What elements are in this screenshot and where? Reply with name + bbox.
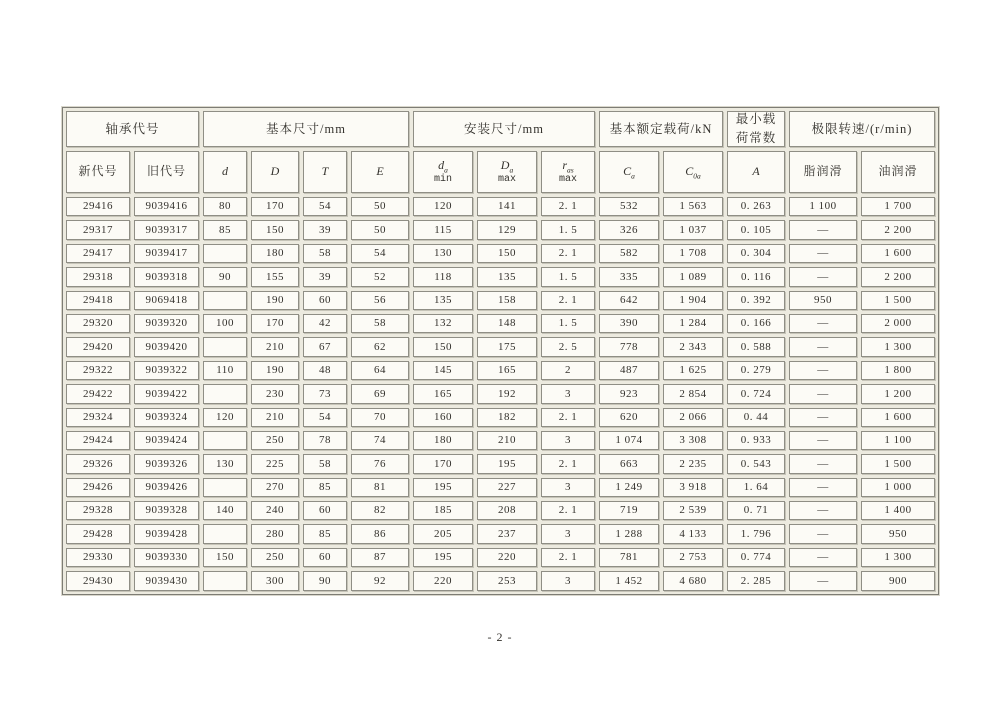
T-symbol: T [321, 164, 329, 179]
cell-new-code: 29324 [66, 408, 130, 427]
cell-E: 74 [351, 431, 409, 450]
cell-D: 210 [251, 337, 299, 356]
cell-T: 54 [303, 197, 347, 216]
cell-Da-max: 158 [477, 291, 537, 310]
cell-new-code: 29330 [66, 548, 130, 567]
cell-da-min: 165 [413, 384, 473, 403]
cell-D: 225 [251, 454, 299, 473]
cell-A: 0. 588 [727, 337, 785, 356]
cell-Ca: 487 [599, 361, 659, 380]
col-header-E [351, 151, 409, 193]
col-header-old-code: 旧代号 [134, 151, 199, 193]
cell-C0a: 2 854 [663, 384, 723, 403]
cell-D: 250 [251, 548, 299, 567]
cell-D: 150 [251, 220, 299, 239]
cell-d: 110 [203, 361, 247, 380]
cell-old-code: 9039416 [134, 197, 199, 216]
cell-C0a: 2 235 [663, 454, 723, 473]
cell-d [203, 478, 247, 497]
cell-ras-max: 3 [541, 524, 595, 543]
cell-C0a: 2 066 [663, 408, 723, 427]
cell-new-code: 29417 [66, 244, 130, 263]
cell-C0a: 2 753 [663, 548, 723, 567]
D-symbol: D [270, 164, 280, 179]
cell-new-code: 29322 [66, 361, 130, 380]
cell-oil-speed: 2 200 [861, 267, 935, 286]
col-header-ras-max [541, 151, 595, 193]
cell-new-code: 29424 [66, 431, 130, 450]
cell-D: 155 [251, 267, 299, 286]
cell-d: 90 [203, 267, 247, 286]
col-header-D [251, 151, 299, 193]
cell-C0a: 3 308 [663, 431, 723, 450]
spec-table [62, 107, 939, 595]
cell-old-code: 9039417 [134, 244, 199, 263]
cell-Ca: 326 [599, 220, 659, 239]
cell-grease-speed: — [789, 408, 857, 427]
Da-bound: max [497, 173, 516, 185]
cell-new-code: 29430 [66, 571, 130, 590]
cell-ras-max: 2. 1 [541, 408, 595, 427]
cell-D: 190 [251, 291, 299, 310]
group-header-rated-load: 基本额定载荷/kN [599, 111, 723, 147]
page-number: - 2 - [487, 630, 513, 644]
cell-C0a: 1 563 [663, 197, 723, 216]
A-symbol: A [752, 164, 760, 179]
cell-da-min: 195 [413, 548, 473, 567]
col-header-new-code: 新代号 [66, 151, 130, 193]
cell-D: 230 [251, 384, 299, 403]
cell-ras-max: 2. 5 [541, 337, 595, 356]
cell-E: 69 [351, 384, 409, 403]
cell-oil-speed: 1 300 [861, 548, 935, 567]
cell-Ca: 390 [599, 314, 659, 333]
cell-C0a: 2 343 [663, 337, 723, 356]
cell-grease-speed: — [789, 244, 857, 263]
cell-E: 50 [351, 197, 409, 216]
cell-grease-speed: — [789, 548, 857, 567]
cell-D: 240 [251, 501, 299, 520]
cell-Da-max: 150 [477, 244, 537, 263]
cell-A: 0. 304 [727, 244, 785, 263]
cell-old-code: 9039320 [134, 314, 199, 333]
cell-D: 280 [251, 524, 299, 543]
cell-Da-max: 148 [477, 314, 537, 333]
cell-old-code: 9039324 [134, 408, 199, 427]
col-header-C0a [663, 151, 723, 193]
cell-C0a: 1 625 [663, 361, 723, 380]
cell-A: 0. 724 [727, 384, 785, 403]
cell-A: 1. 64 [727, 478, 785, 497]
cell-E: 52 [351, 267, 409, 286]
col-header-da-min [413, 151, 473, 193]
cell-T: 90 [303, 571, 347, 590]
cell-A: 0. 933 [727, 431, 785, 450]
cell-old-code: 9069418 [134, 291, 199, 310]
cell-oil-speed: 1 800 [861, 361, 935, 380]
col-header-Ca [599, 151, 659, 193]
cell-ras-max: 2. 1 [541, 548, 595, 567]
cell-new-code: 29422 [66, 384, 130, 403]
cell-new-code: 29317 [66, 220, 130, 239]
cell-d: 80 [203, 197, 247, 216]
cell-C0a: 3 918 [663, 478, 723, 497]
cell-Ca: 620 [599, 408, 659, 427]
col-header-Da-max [477, 151, 537, 193]
cell-oil-speed: 2 200 [861, 220, 935, 239]
cell-D: 180 [251, 244, 299, 263]
cell-C0a: 4 680 [663, 571, 723, 590]
cell-Da-max: 210 [477, 431, 537, 450]
cell-da-min: 160 [413, 408, 473, 427]
cell-Da-max: 220 [477, 548, 537, 567]
cell-d [203, 431, 247, 450]
cell-ras-max: 2. 1 [541, 501, 595, 520]
cell-grease-speed: 950 [789, 291, 857, 310]
cell-ras-max: 3 [541, 384, 595, 403]
cell-grease-speed: 1 100 [789, 197, 857, 216]
cell-T: 42 [303, 314, 347, 333]
min-load-const-line2: 荷常数 [735, 131, 777, 145]
cell-Da-max: 135 [477, 267, 537, 286]
cell-Ca: 663 [599, 454, 659, 473]
cell-Ca: 1 249 [599, 478, 659, 497]
cell-Da-max: 253 [477, 571, 537, 590]
cell-A: 2. 285 [727, 571, 785, 590]
cell-A: 0. 774 [727, 548, 785, 567]
C0a-symbol: $C_{0a}$ [685, 163, 701, 180]
cell-new-code: 29420 [66, 337, 130, 356]
cell-new-code: 29328 [66, 501, 130, 520]
cell-new-code: 29428 [66, 524, 130, 543]
cell-d [203, 291, 247, 310]
cell-grease-speed: — [789, 314, 857, 333]
cell-oil-speed: 1 600 [861, 244, 935, 263]
cell-Da-max: 165 [477, 361, 537, 380]
cell-da-min: 180 [413, 431, 473, 450]
cell-Da-max: 192 [477, 384, 537, 403]
cell-old-code: 9039322 [134, 361, 199, 380]
d-symbol: d [222, 164, 228, 179]
cell-oil-speed: 1 500 [861, 454, 935, 473]
cell-T: 78 [303, 431, 347, 450]
cell-E: 76 [351, 454, 409, 473]
group-header-bearing-code: 轴承代号 [66, 111, 199, 147]
cell-C0a: 1 708 [663, 244, 723, 263]
cell-T: 60 [303, 501, 347, 520]
cell-grease-speed: — [789, 524, 857, 543]
cell-Da-max: 227 [477, 478, 537, 497]
cell-E: 81 [351, 478, 409, 497]
cell-C0a: 1 904 [663, 291, 723, 310]
cell-A: 0. 392 [727, 291, 785, 310]
cell-grease-speed: — [789, 501, 857, 520]
cell-Da-max: 175 [477, 337, 537, 356]
cell-T: 67 [303, 337, 347, 356]
cell-Ca: 582 [599, 244, 659, 263]
cell-old-code: 9039426 [134, 478, 199, 497]
cell-d [203, 384, 247, 403]
cell-ras-max: 2. 1 [541, 197, 595, 216]
ras-bound: max [558, 173, 577, 185]
cell-grease-speed: — [789, 571, 857, 590]
cell-da-min: 132 [413, 314, 473, 333]
cell-E: 62 [351, 337, 409, 356]
cell-da-min: 118 [413, 267, 473, 286]
cell-A: 0. 116 [727, 267, 785, 286]
cell-D: 190 [251, 361, 299, 380]
cell-T: 60 [303, 548, 347, 567]
cell-A: 0. 279 [727, 361, 785, 380]
cell-T: 85 [303, 478, 347, 497]
cell-grease-speed: — [789, 384, 857, 403]
cell-new-code: 29418 [66, 291, 130, 310]
cell-A: 0. 166 [727, 314, 785, 333]
cell-A: 0. 105 [727, 220, 785, 239]
cell-Ca: 335 [599, 267, 659, 286]
Da-symbol: $D_a$ [500, 157, 514, 175]
cell-Ca: 642 [599, 291, 659, 310]
cell-da-min: 205 [413, 524, 473, 543]
group-header-min-load-const [727, 111, 785, 147]
cell-da-min: 115 [413, 220, 473, 239]
cell-old-code: 9039330 [134, 548, 199, 567]
cell-E: 86 [351, 524, 409, 543]
cell-T: 48 [303, 361, 347, 380]
cell-ras-max: 2. 1 [541, 291, 595, 310]
cell-A: 0. 543 [727, 454, 785, 473]
cell-Da-max: 237 [477, 524, 537, 543]
cell-A: 0. 44 [727, 408, 785, 427]
da-symbol: $d_a$ [438, 157, 448, 175]
cell-old-code: 9039326 [134, 454, 199, 473]
cell-oil-speed: 1 100 [861, 431, 935, 450]
cell-T: 39 [303, 267, 347, 286]
cell-old-code: 9039317 [134, 220, 199, 239]
cell-grease-speed: — [789, 361, 857, 380]
cell-grease-speed: — [789, 337, 857, 356]
cell-Da-max: 129 [477, 220, 537, 239]
cell-oil-speed: 2 000 [861, 314, 935, 333]
group-header-limit-speed: 极限转速/(r/min) [789, 111, 935, 147]
cell-Da-max: 208 [477, 501, 537, 520]
cell-E: 92 [351, 571, 409, 590]
cell-Da-max: 195 [477, 454, 537, 473]
cell-D: 250 [251, 431, 299, 450]
cell-old-code: 9039424 [134, 431, 199, 450]
cell-new-code: 29416 [66, 197, 130, 216]
group-header-basic-dims: 基本尺寸/mm [203, 111, 409, 147]
cell-d: 150 [203, 548, 247, 567]
cell-T: 58 [303, 454, 347, 473]
cell-da-min: 150 [413, 337, 473, 356]
col-header-oil-lube: 油润滑 [861, 151, 935, 193]
cell-Da-max: 182 [477, 408, 537, 427]
cell-da-min: 220 [413, 571, 473, 590]
cell-da-min: 130 [413, 244, 473, 263]
cell-C0a: 1 037 [663, 220, 723, 239]
cell-A: 1. 796 [727, 524, 785, 543]
cell-oil-speed: 1 400 [861, 501, 935, 520]
cell-d: 100 [203, 314, 247, 333]
cell-ras-max: 1. 5 [541, 267, 595, 286]
cell-oil-speed: 1 300 [861, 337, 935, 356]
cell-E: 64 [351, 361, 409, 380]
da-bound: min [433, 173, 452, 185]
cell-d: 130 [203, 454, 247, 473]
cell-D: 170 [251, 197, 299, 216]
cell-grease-speed: — [789, 478, 857, 497]
cell-oil-speed: 1 600 [861, 408, 935, 427]
cell-Ca: 778 [599, 337, 659, 356]
cell-oil-speed: 1 700 [861, 197, 935, 216]
cell-T: 39 [303, 220, 347, 239]
cell-E: 58 [351, 314, 409, 333]
cell-D: 300 [251, 571, 299, 590]
cell-da-min: 145 [413, 361, 473, 380]
cell-E: 87 [351, 548, 409, 567]
cell-ras-max: 1. 5 [541, 220, 595, 239]
group-header-mount-dims: 安装尺寸/mm [413, 111, 595, 147]
cell-T: 73 [303, 384, 347, 403]
col-header-A [727, 151, 785, 193]
cell-ras-max: 2 [541, 361, 595, 380]
cell-old-code: 9039422 [134, 384, 199, 403]
cell-d: 85 [203, 220, 247, 239]
cell-da-min: 170 [413, 454, 473, 473]
cell-C0a: 4 133 [663, 524, 723, 543]
cell-ras-max: 3 [541, 478, 595, 497]
cell-Ca: 719 [599, 501, 659, 520]
cell-oil-speed: 1 500 [861, 291, 935, 310]
col-header-grease-lube: 脂润滑 [789, 151, 857, 193]
cell-d [203, 244, 247, 263]
cell-da-min: 135 [413, 291, 473, 310]
col-header-d [203, 151, 247, 193]
cell-ras-max: 2. 1 [541, 454, 595, 473]
cell-D: 210 [251, 408, 299, 427]
cell-C0a: 2 539 [663, 501, 723, 520]
cell-d [203, 524, 247, 543]
cell-new-code: 29320 [66, 314, 130, 333]
cell-Ca: 923 [599, 384, 659, 403]
cell-grease-speed: — [789, 220, 857, 239]
cell-old-code: 9039420 [134, 337, 199, 356]
cell-D: 170 [251, 314, 299, 333]
cell-E: 56 [351, 291, 409, 310]
cell-D: 270 [251, 478, 299, 497]
cell-d: 140 [203, 501, 247, 520]
cell-oil-speed: 950 [861, 524, 935, 543]
cell-E: 70 [351, 408, 409, 427]
cell-old-code: 9039428 [134, 524, 199, 543]
cell-ras-max: 3 [541, 431, 595, 450]
cell-A: 0. 263 [727, 197, 785, 216]
cell-grease-speed: — [789, 267, 857, 286]
cell-ras-max: 2. 1 [541, 244, 595, 263]
cell-grease-speed: — [789, 431, 857, 450]
cell-T: 85 [303, 524, 347, 543]
cell-da-min: 120 [413, 197, 473, 216]
cell-Ca: 532 [599, 197, 659, 216]
cell-E: 50 [351, 220, 409, 239]
cell-oil-speed: 1 200 [861, 384, 935, 403]
cell-T: 54 [303, 408, 347, 427]
cell-new-code: 29326 [66, 454, 130, 473]
cell-d [203, 337, 247, 356]
cell-new-code: 29318 [66, 267, 130, 286]
cell-Da-max: 141 [477, 197, 537, 216]
cell-E: 82 [351, 501, 409, 520]
cell-old-code: 9039318 [134, 267, 199, 286]
cell-oil-speed: 900 [861, 571, 935, 590]
cell-d: 120 [203, 408, 247, 427]
cell-A: 0. 71 [727, 501, 785, 520]
cell-E: 54 [351, 244, 409, 263]
Ca-symbol: $C_a$ [623, 163, 635, 180]
cell-old-code: 9039430 [134, 571, 199, 590]
E-symbol: E [376, 164, 384, 179]
cell-Ca: 1 074 [599, 431, 659, 450]
min-load-const-line1: 最小载 [735, 112, 777, 127]
cell-da-min: 185 [413, 501, 473, 520]
cell-Ca: 781 [599, 548, 659, 567]
cell-T: 58 [303, 244, 347, 263]
cell-grease-speed: — [789, 454, 857, 473]
cell-old-code: 9039328 [134, 501, 199, 520]
ras-symbol: $r_{as}$ [562, 157, 574, 175]
cell-d [203, 571, 247, 590]
cell-Ca: 1 288 [599, 524, 659, 543]
cell-oil-speed: 1 000 [861, 478, 935, 497]
col-header-T [303, 151, 347, 193]
cell-da-min: 195 [413, 478, 473, 497]
cell-ras-max: 3 [541, 571, 595, 590]
cell-C0a: 1 284 [663, 314, 723, 333]
cell-Ca: 1 452 [599, 571, 659, 590]
cell-C0a: 1 089 [663, 267, 723, 286]
cell-ras-max: 1. 5 [541, 314, 595, 333]
cell-new-code: 29426 [66, 478, 130, 497]
cell-T: 60 [303, 291, 347, 310]
